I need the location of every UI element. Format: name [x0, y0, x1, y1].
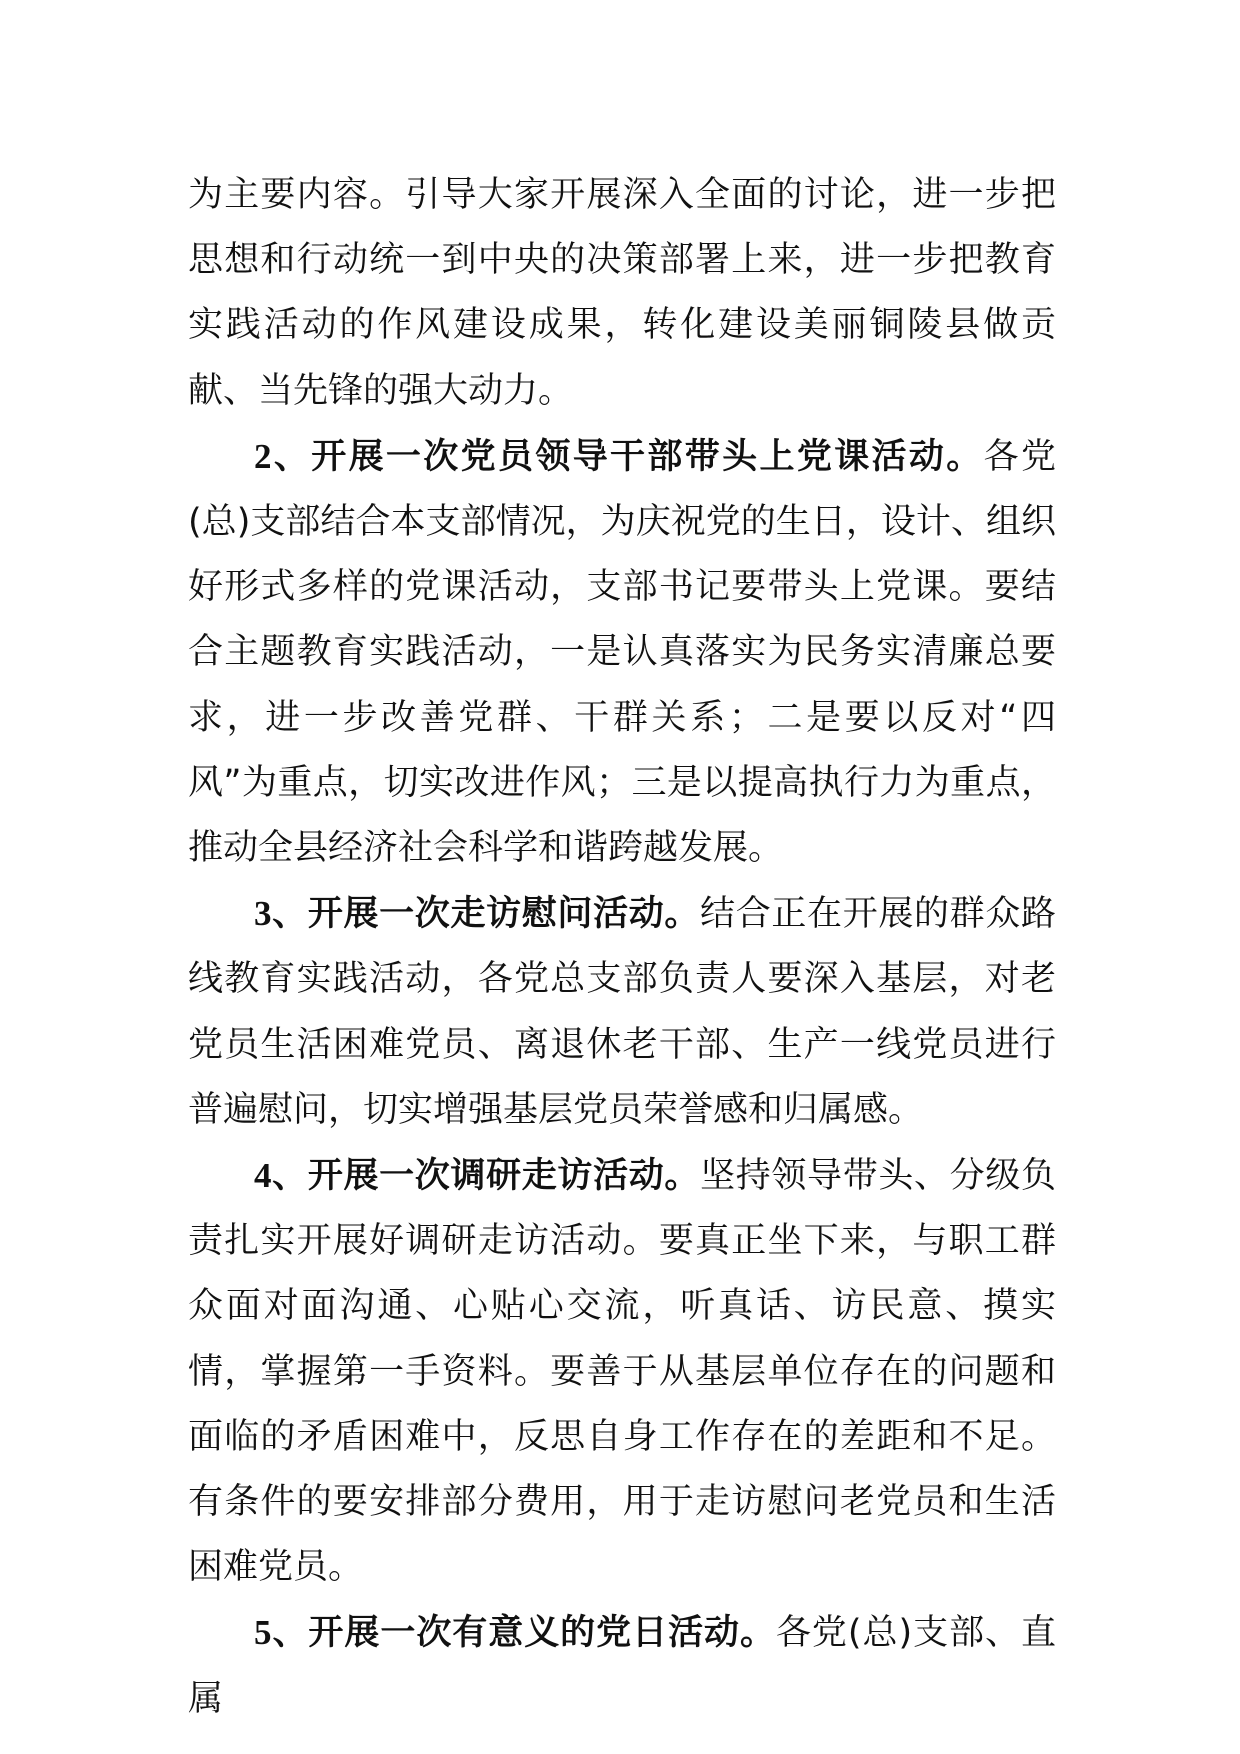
item-number: 3: [254, 894, 272, 934]
paragraph-body: 各党(总)支部、直属: [188, 1613, 1056, 1719]
item-heading: 、开展一次有意义的党日活动。: [271, 1613, 776, 1654]
paragraph-body: 为主要内容。引导大家开展深入全面的讨论，进一步把思想和行动统一到中央的决策部署上来，进一步把教育实践活动的作风建设成果，转化建设美丽铜陵县做贡献、当先锋的强大动力。: [188, 175, 1056, 411]
item-heading: 、开展一次党员领导干部带头上党课活动。: [271, 436, 984, 477]
paragraph-item-2: [188, 424, 1056, 881]
paragraph-item-4: [188, 1143, 1056, 1600]
paragraph-item-3: [188, 881, 1056, 1143]
paragraph-continuation: [188, 163, 1056, 424]
paragraph-item-5: [188, 1600, 1056, 1731]
paragraph-body: 各党(总)支部结合本支部情况，为庆祝党的生日，设计、组织好形式多样的党课活动，支部书记要带头上党课。要结合主题教育实践活动，一是认真落实为民务实清廉总要求，进一步改善党群、干群关系；二是要以反对“四风”为重点，切实改进作风；三是以提高执行力为重点，推动全县经济社会科学和谐跨越发展。: [188, 436, 1056, 869]
item-number: 2: [254, 436, 272, 476]
paragraph-body: 坚持领导带头、分级负责扎实开展好调研走访活动。要真正坐下来，与职工群众面对面沟通、心贴心交流，听真话、访民意、摸实情，掌握第一手资料。要善于从基层单位存在的问题和面临的矛盾困难中，反思自身工作存在的差距和不足。有条件的要安排部分费用，用于走访慰问老党员和生活困难党员。: [188, 1156, 1056, 1588]
item-number: 5: [254, 1613, 272, 1653]
document-body: [188, 163, 1056, 1732]
item-number: 4: [254, 1156, 272, 1196]
paragraph-body: 结合正在开展的群众路线教育实践活动，各党总支部负责人要深入基层，对老党员生活困难党员、离退休老干部、生产一线党员进行普遍慰问，切实增强基层党员荣誉感和归属感。: [188, 894, 1056, 1130]
item-heading: 、开展一次调研走访活动。: [271, 1156, 701, 1197]
item-heading: 、开展一次走访慰问活动。: [271, 894, 701, 935]
